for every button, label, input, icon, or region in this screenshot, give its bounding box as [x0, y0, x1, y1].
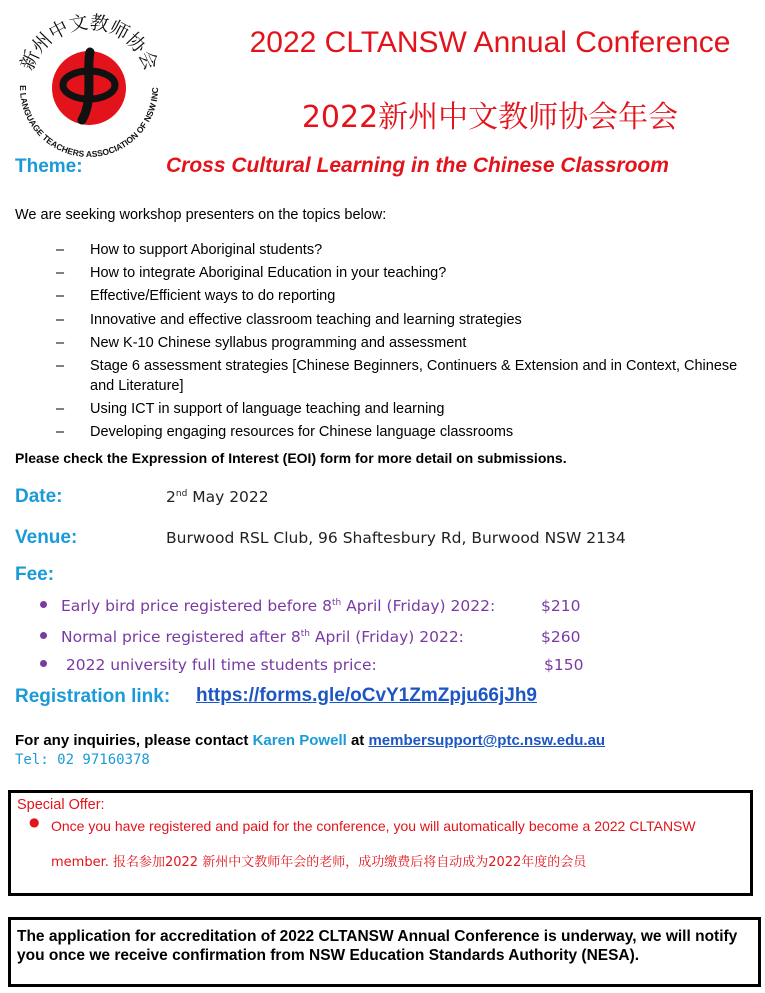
list-item: – Stage 6 assessment strategies [Chinese Beginners, Continuers & Extension and in Context, Chinese and Literature]	[56, 357, 738, 394]
list-item: – New K-10 Chinese syllabus programming and assessment	[56, 334, 467, 351]
special-offer-line-2: member. 报名参加2022 新州中文教师年会的老师，成功缴费后将自动成为2022年度的会员	[51, 855, 587, 870]
list-item: – How to support Aboriginal students?	[56, 242, 323, 258]
dash-marker: –	[56, 357, 65, 374]
accreditation-box	[8, 917, 761, 987]
bullet-icon: ●	[29, 815, 40, 829]
logo-chinese-arc-text: 新州中文教师协会	[16, 11, 162, 74]
contact-phone: Tel: 02 97160378	[15, 752, 150, 768]
venue-label: Venue:	[15, 527, 78, 548]
bullet-icon	[40, 632, 47, 639]
list-item: – Innovative and effective classroom teaching and learning strategies	[56, 311, 522, 328]
theme-text: Cross Cultural Learning in the Chinese Classroom	[166, 154, 669, 177]
bullet-icon	[40, 660, 47, 667]
list-item: – Using ICT in support of language teaching and learning	[56, 401, 445, 418]
special-offer-line-1: Once you have registered and paid for the conference, you will automatically become a 2022 CLTANSW	[51, 818, 696, 834]
logo-english-arc-text: E LANGUAGE TEACHERS ASSOCIATION OF NSW INC	[17, 85, 161, 158]
dash-marker: –	[56, 242, 65, 258]
fee-item-normal: Normal price registered after 8th April (Friday) 2022:	[40, 628, 464, 646]
list-item: – Effective/Efficient ways to do reporting	[56, 288, 336, 305]
inquiries-line: For any inquiries, please contact Karen Powell at membersupport@ptc.nsw.edu.au	[15, 732, 606, 749]
list-item: – Developing engaging resources for Chinese language classrooms	[56, 424, 514, 441]
conference-title-chinese: 2022新州中文教师协会年会	[301, 100, 679, 135]
dash-marker: –	[56, 288, 65, 305]
accreditation-text: The application for accreditation of 2022 CLTANSW Annual Conference is underway, we will notify you once we receive confirmation from NSW Education Standards Authority (NESA).	[17, 928, 738, 964]
logo-emblem	[8, 8, 170, 158]
dash-marker: –	[56, 334, 65, 351]
dash-marker: –	[56, 265, 65, 282]
association-logo	[8, 8, 170, 158]
fee-label: Fee:	[15, 564, 55, 585]
fee-price-student: $150	[544, 656, 584, 674]
bullet-icon	[40, 601, 47, 608]
fee-price-normal: $260	[541, 628, 581, 646]
fee-item-student: 2022 university full time students price:	[40, 656, 377, 674]
special-offer-box	[8, 790, 753, 896]
dash-marker: –	[56, 424, 65, 441]
registration-label: Registration link:	[15, 686, 171, 707]
list-item: – How to integrate Aboriginal Education in your teaching?	[56, 265, 447, 282]
eoi-note: Please check the Expression of Interest (EOI) form for more detail on submissions.	[15, 450, 567, 466]
date-label: Date:	[15, 486, 63, 507]
theme-label: Theme:	[15, 156, 83, 177]
registration-link[interactable]: https://forms.gle/oCvY1ZmZpju66jJh9	[196, 685, 537, 706]
intro-text: We are seeking workshop presenters on the topics below:	[15, 207, 387, 223]
fee-item-early-bird: Early bird price registered before 8th April (Friday) 2022:	[40, 597, 495, 615]
fee-price-early-bird: $210	[541, 597, 581, 615]
venue-value: Burwood RSL Club, 96 Shaftesbury Rd, Burwood NSW 2134	[166, 529, 626, 547]
conference-title-english: 2022 CLTANSW Annual Conference	[249, 26, 731, 59]
contact-email-link[interactable]: membersupport@ptc.nsw.edu.au	[368, 732, 606, 749]
topics-list	[56, 240, 761, 446]
dash-marker: –	[56, 401, 65, 418]
contact-name: Karen Powell	[252, 732, 347, 749]
special-offer-title: Special Offer:	[17, 797, 105, 813]
date-value: 2nd May 2022	[166, 488, 269, 506]
dash-marker: –	[56, 311, 65, 328]
